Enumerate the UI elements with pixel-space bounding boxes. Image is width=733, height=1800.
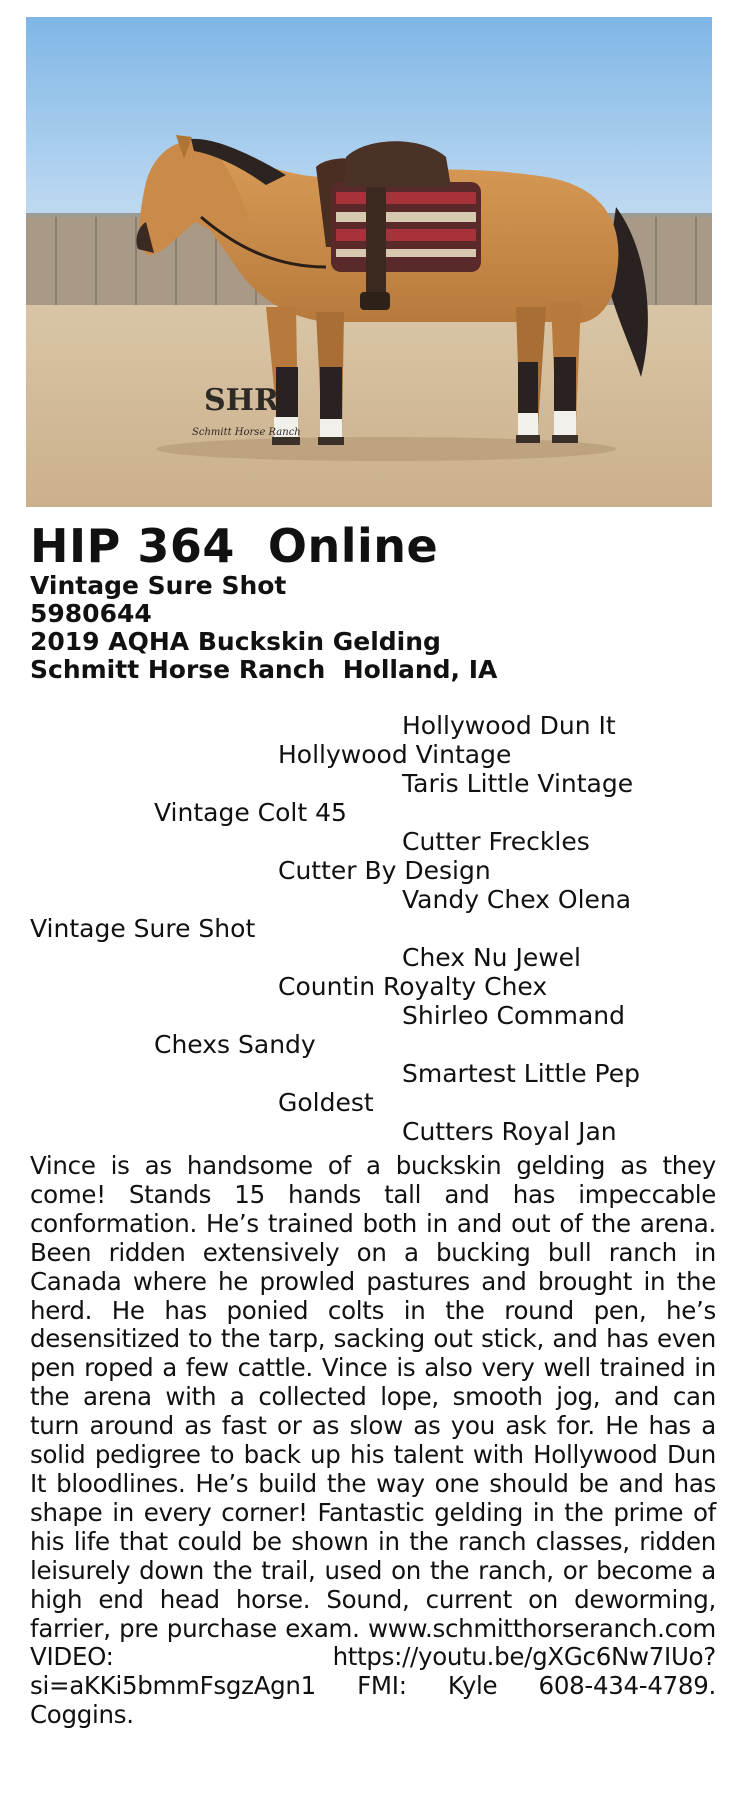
horse-description: Vince is as handsome of a buckskin gelding as they come! Stands 15 hands tall and has impeccable conformation. He’s trained both in and out of the arena. Been ridden extensively on a bucking bull ranch in Canada where he prowled pastures and brought in the herd. He has ponied colts in the round pen, he’s desensitized to the tarp, sacking out stick, and has even pen roped a few cattle. Vince is also very well trained in the arena with a collected lope, smooth jog, and can turn around as fast or as slow as you ask for. He has a solid pedigree to back up his talent with Hollywood Dun It bloodlines. He’s build the way one should be and has shape in every corner! Fantastic gelding in the prime of his life that could be shown in the ranch classes, ridden leisurely down the trail, used on the ranch, or become a high end head horse. Sound, current on deworming, farrier, pre purchase exam. www.schmitthorseranch.com VIDEO: https://youtu.be/gXGc6Nw7IUo?si=aKKi5bmmFsgzAgn1 FMI: Kyle 608-434-4789. Coggins. [30,1151,716,1730]
pedigree-sire-sire: Hollywood Vintage [278,740,512,769]
horse-illustration [26,17,712,507]
pedigree-dam-dam-dam: Cutters Royal Jan [402,1117,617,1146]
pedigree-dam-sire-dam: Shirleo Command [402,1001,625,1030]
pedigree-dam-dam-sire: Smartest Little Pep [402,1059,640,1088]
lot-header [30,520,710,684]
pedigree-dam: Chexs Sandy [154,1030,316,1059]
svg-text:SHR: SHR [204,383,279,418]
pedigree-sire-dam: Cutter By Design [278,856,491,885]
pedigree-chart [30,712,720,1152]
pedigree-dam-sire: Countin Royalty Chex [278,972,548,1001]
horse-photo [26,17,712,507]
pedigree-sire-sire-dam: Taris Little Vintage [402,769,634,798]
consignor: Schmitt Horse Ranch Holland, IA [30,655,498,684]
pedigree-sire-dam-dam: Vandy Chex Olena [402,885,632,914]
pedigree-dam-dam: Goldest [278,1088,374,1117]
pedigree-sire-sire-sire: Hollywood Dun It [402,711,616,740]
pedigree-dam-sire-sire: Chex Nu Jewel [402,943,582,972]
horse-name: Vintage Sure Shot [30,571,287,600]
pedigree-sire-dam-sire: Cutter Freckles [402,827,590,856]
svg-text:Schmitt Horse Ranch: Schmitt Horse Ranch [192,427,301,438]
hip-title: HIP 364 Online [30,519,439,573]
pedigree-horse: Vintage Sure Shot [30,914,256,943]
horse-details: 2019 AQHA Buckskin Gelding [30,627,441,656]
pedigree-sire: Vintage Colt 45 [154,798,347,827]
registration-number: 5980644 [30,599,152,628]
